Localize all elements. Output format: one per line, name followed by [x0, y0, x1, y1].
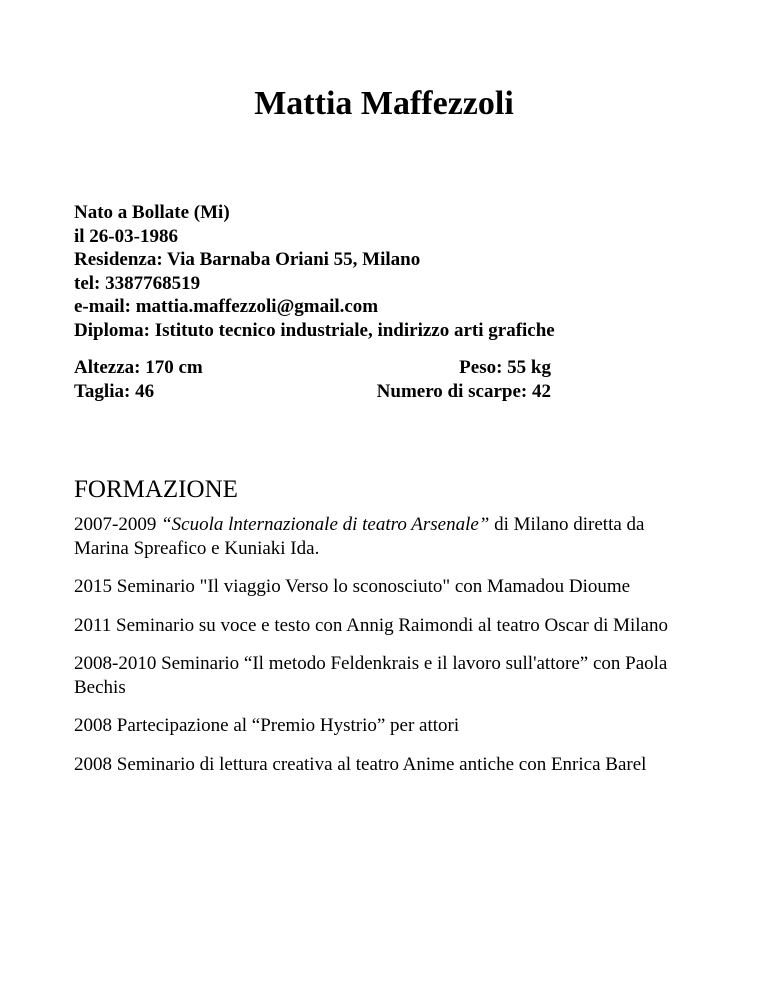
entry-prefix: 2007-2009: [74, 514, 162, 535]
education-entry: [74, 614, 704, 638]
education-entry: [74, 714, 704, 738]
education-entry: [74, 652, 704, 699]
entry-text: 2008-2010 Seminario “Il metodo Feldenkrais e il lavoro sull'attore” con Paola Bechis: [74, 653, 668, 698]
education-entry: [74, 575, 704, 599]
diploma: Diploma: Istituto tecnico industriale, indirizzo arti grafiche: [74, 319, 555, 341]
education-entry: [74, 753, 704, 777]
height-stat: Altezza: 170 cm: [74, 357, 203, 378]
education-list: [74, 513, 704, 791]
birthplace: Nato a Bollate (Mi): [74, 202, 230, 223]
entry-text: 2008 Seminario di lettura creativa al teatro Anime antiche con Enrica Barel: [74, 753, 647, 775]
physical-stats-right: [377, 356, 551, 403]
shoe-size-stat: Numero di scarpe: 42: [376, 380, 551, 402]
entry-text: 2015 Seminario "Il viaggio Verso lo sconosciuto" con Mamadou Dioume: [74, 576, 631, 597]
entry-suffix: di Milano diretta da Marina Spreafico e Kuniaki Ida.: [74, 514, 645, 559]
personal-info: [74, 201, 734, 342]
phone: tel: 3387768519: [74, 272, 201, 294]
birthdate: il 26-03-1986: [74, 225, 178, 247]
residence: Residenza: Via Barnaba Oriani 55, Milano: [74, 249, 421, 270]
entry-text: 2011 Seminario su voce e testo con Annig Raimondi al teatro Oscar di Milano: [74, 614, 668, 636]
size-stat: Taglia: 46: [74, 380, 155, 402]
entry-school-name: “Scuola lnternazionale di teatro Arsenale”: [161, 514, 490, 535]
weight-stat: Peso: 55 kg: [459, 357, 551, 378]
section-heading-formazione: FORMAZIONE: [74, 476, 238, 503]
physical-stats-left: [74, 356, 203, 403]
cv-name-title: Mattia Maffezzoli: [254, 85, 514, 122]
education-entry: [74, 513, 704, 560]
entry-text: 2008 Partecipazione al “Premio Hystrio” per attori: [74, 715, 460, 736]
email: e-mail: mattia.maffezzoli@gmail.com: [74, 296, 379, 317]
